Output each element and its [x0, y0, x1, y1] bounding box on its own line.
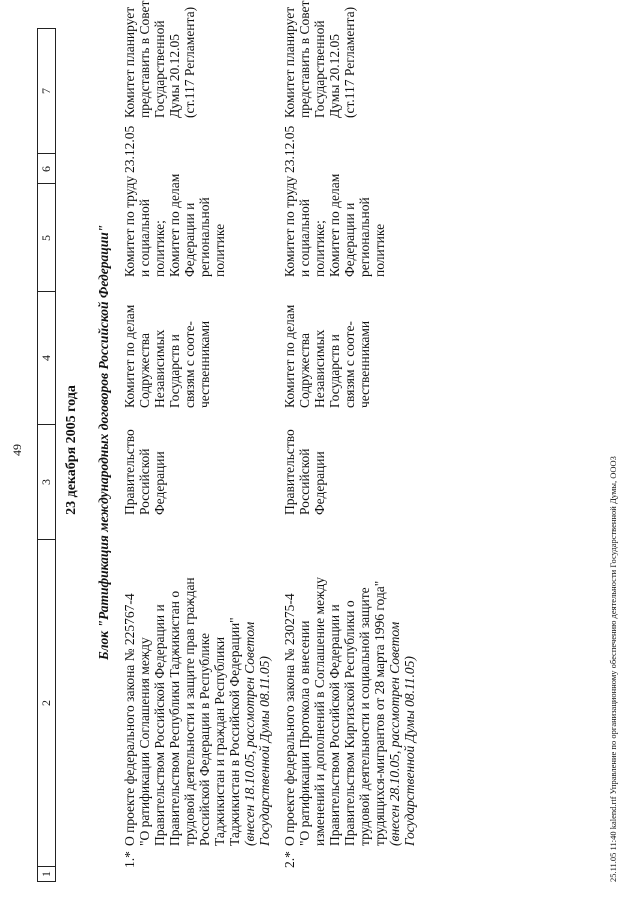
header-col-4: 4: [39, 355, 53, 361]
header-divider: [37, 424, 56, 425]
responsible-committee: Комитет по делам Содружества Независимых Государств и связям с сооте- чественниками: [282, 304, 372, 408]
review-date: 23.12.05: [122, 125, 137, 173]
plan-note: Комитет планирует представить в Совет Государственной Думы 20.12.05 (ст.117 Регламента): [282, 0, 357, 118]
header-bottom-border: [55, 28, 56, 882]
header-col-1: 1: [39, 871, 53, 877]
plan-note: Комитет планирует представить в Совет Государственной Думы 20.12.05 (ст.117 Регламента): [122, 0, 197, 118]
block-heading: Блок "Ратификация международных договоров Российской Федерации": [96, 224, 111, 660]
bill-description: О проекте федерального закона № 230275-4 "О ратификации Протокола о внесении изменений и дополнений в Соглашение между Правительством Российской Федерации и Правительством Киргизской Республики о трудовой деятельности и социальной защите трудящихся-мигрантов от 28 марта 1996 года" (внесен 28.10.05, рассмотрен Советом Государственной Думы 08.11.05): [282, 577, 417, 846]
responsible-committee: Комитет по делам Содружества Независимых Государств и связям с сооте- чественниками: [122, 304, 212, 408]
header-top-border: [37, 28, 38, 882]
header-right-border: [37, 28, 56, 29]
initiator: Правительство Российской Федерации: [122, 429, 167, 515]
review-date: 23.12.05: [282, 125, 297, 173]
header-col-5: 5: [39, 235, 53, 241]
header-col-6: 6: [39, 166, 53, 172]
initiator: Правительство Российской Федерации: [282, 429, 327, 515]
header-col-7: 7: [39, 88, 53, 94]
header-divider: [37, 291, 56, 292]
header-divider: [37, 539, 56, 540]
page-number: 49: [10, 444, 24, 456]
bill-description: О проекте федерального закона № 225767-4 "О ратификации Соглашения между Правительством Российской Федерации и Правительством Республики Таджикистан о трудовой деятельности и защите прав граждан Российской Федерации в Республике Таджикистан и граждан Республики Таджикистан в Российской Федерации" (внесен 18.10.05, рассмотрен Советом Государственной Думы 08.11.05): [122, 577, 272, 846]
row-number: 2.*: [282, 851, 297, 868]
date-heading: 23 декабря 2005 года: [64, 385, 79, 515]
row-number: 1.*: [122, 851, 137, 868]
page-footer: 25.11.05 11:40 kalend.rtf Управление по организационному обеспечению деятельности Государственной Думы, ООО3: [608, 456, 618, 882]
co-committees: Комитет по труду и социальной политике; Комитет по делам Федерации и региональной политике: [122, 173, 227, 277]
header-col-2: 2: [39, 700, 53, 706]
co-committees: Комитет по труду и социальной политике; Комитет по делам Федерации и региональной политике: [282, 173, 387, 277]
header-col-3: 3: [39, 479, 53, 485]
